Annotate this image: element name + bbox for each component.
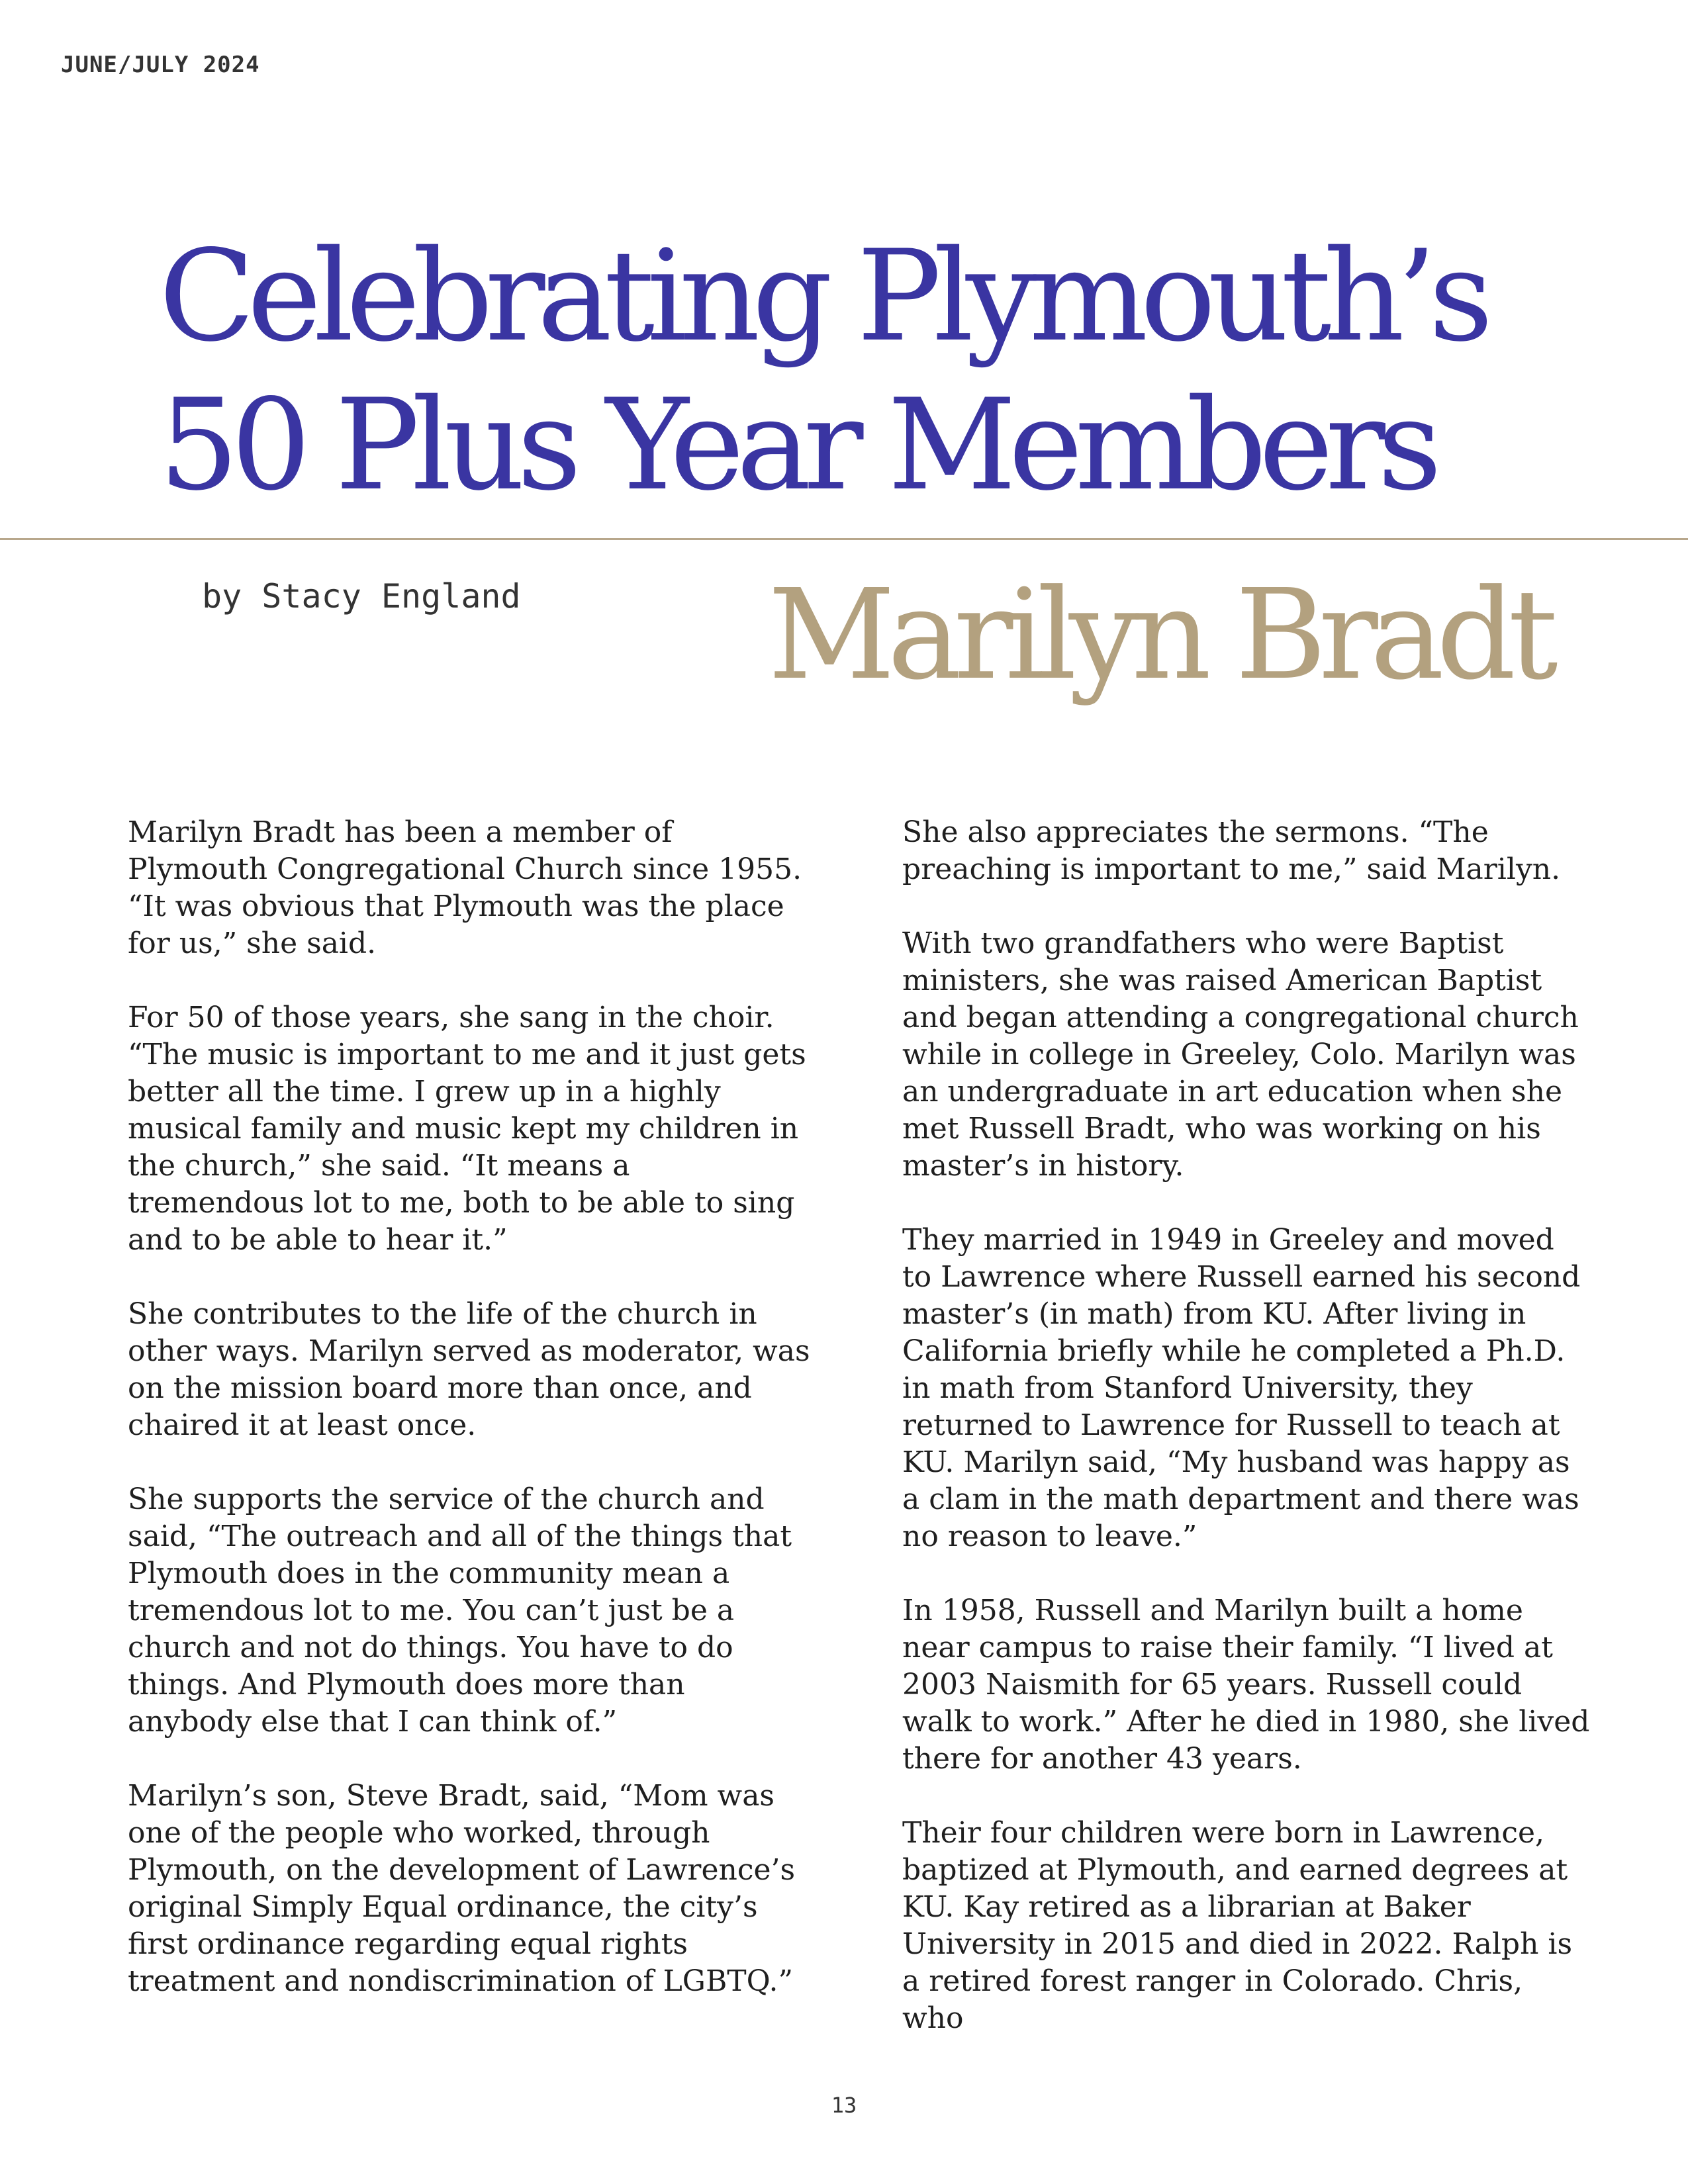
paragraph: Their four children were born in Lawrence, baptized at Plymouth, and earned degrees at KU. Kay retired as a librarian at Baker University in 2015 and died in 2022. Ralph is a retired forest ranger in Colorado. Chris, who [902,1816,1573,2035]
paragraph: Marilyn’s son, Steve Bradt, said, “Mom was one of the people who worked, through Plymouth, on the development of Lawrence’s original Simply Equal ordinance, the city’s first ordinance regarding equal rights treatment and nondiscrimination of LGBTQ.” [128,1779,796,1998]
right-column [902,814,1591,2037]
paragraph: Marilyn Bradt has been a member of Plymouth Congregational Church since 1955. “It was obvious that Plymouth was the place for us,” she said. [128,815,802,960]
paragraph: For 50 of those years, she sang in the choir. “The music is important to me and it just gets better all the time. I grew up in a highly musical family and music kept my children in the church,” she said. “It means a tremendous lot to me, both to be able to sing and to be able to hear it.” [128,1001,806,1257]
paragraph: She also appreciates the sermons. “The preaching is important to me,” said Marilyn. [902,815,1561,886]
profile-name: Marilyn Bradt [768,563,1550,707]
paragraph: She supports the service of the church and said, “The outreach and all of the things that Plymouth does in the community mean a tremendous lot to me. You can’t just be a church and not do things. You have to do things. And Plymouth does more than anybody else that I can think of.” [128,1482,792,1739]
headline-line-1: Celebrating Plymouth’s [159,223,1485,369]
byline: by Stacy England [202,577,521,615]
paragraph: She contributes to the life of the church in other ways. Marilyn served as moderator, was on the mission board more than once, and chaired it at least once. [128,1297,810,1442]
paragraph: In 1958, Russell and Marilyn built a home near campus to raise their family. “I lived at 2003 Naismith for 65 years. Russell could walk to work.” After he died in 1980, she lived there for another 43 years. [902,1594,1590,1776]
headline-line-2: 50 Plus Year Members [159,372,1434,518]
article-headline [159,222,1615,520]
paragraph: They married in 1949 in Greeley and moved to Lawrence where Russell earned his second master’s (in math) from KU. After living in California briefly while he completed a Ph.D. in math from Stanford University, they returned to Lawrence for Russell to teach at KU. Marilyn said, “My husband was happy as a clam in the math department and there was no reason to leave.” [902,1223,1581,1553]
left-column [128,814,813,2000]
divider-rule [0,538,1688,540]
paragraph: With two grandfathers who were Baptist ministers, she was raised American Baptist and began attending a congregational church while in college in Greeley, Colo. Marilyn was an undergraduate in art education when she met Russell Bradt, who was working on his master’s in history. [902,927,1579,1183]
issue-date: JUNE/JULY 2024 [61,52,260,78]
page-number: 13 [831,2093,857,2118]
